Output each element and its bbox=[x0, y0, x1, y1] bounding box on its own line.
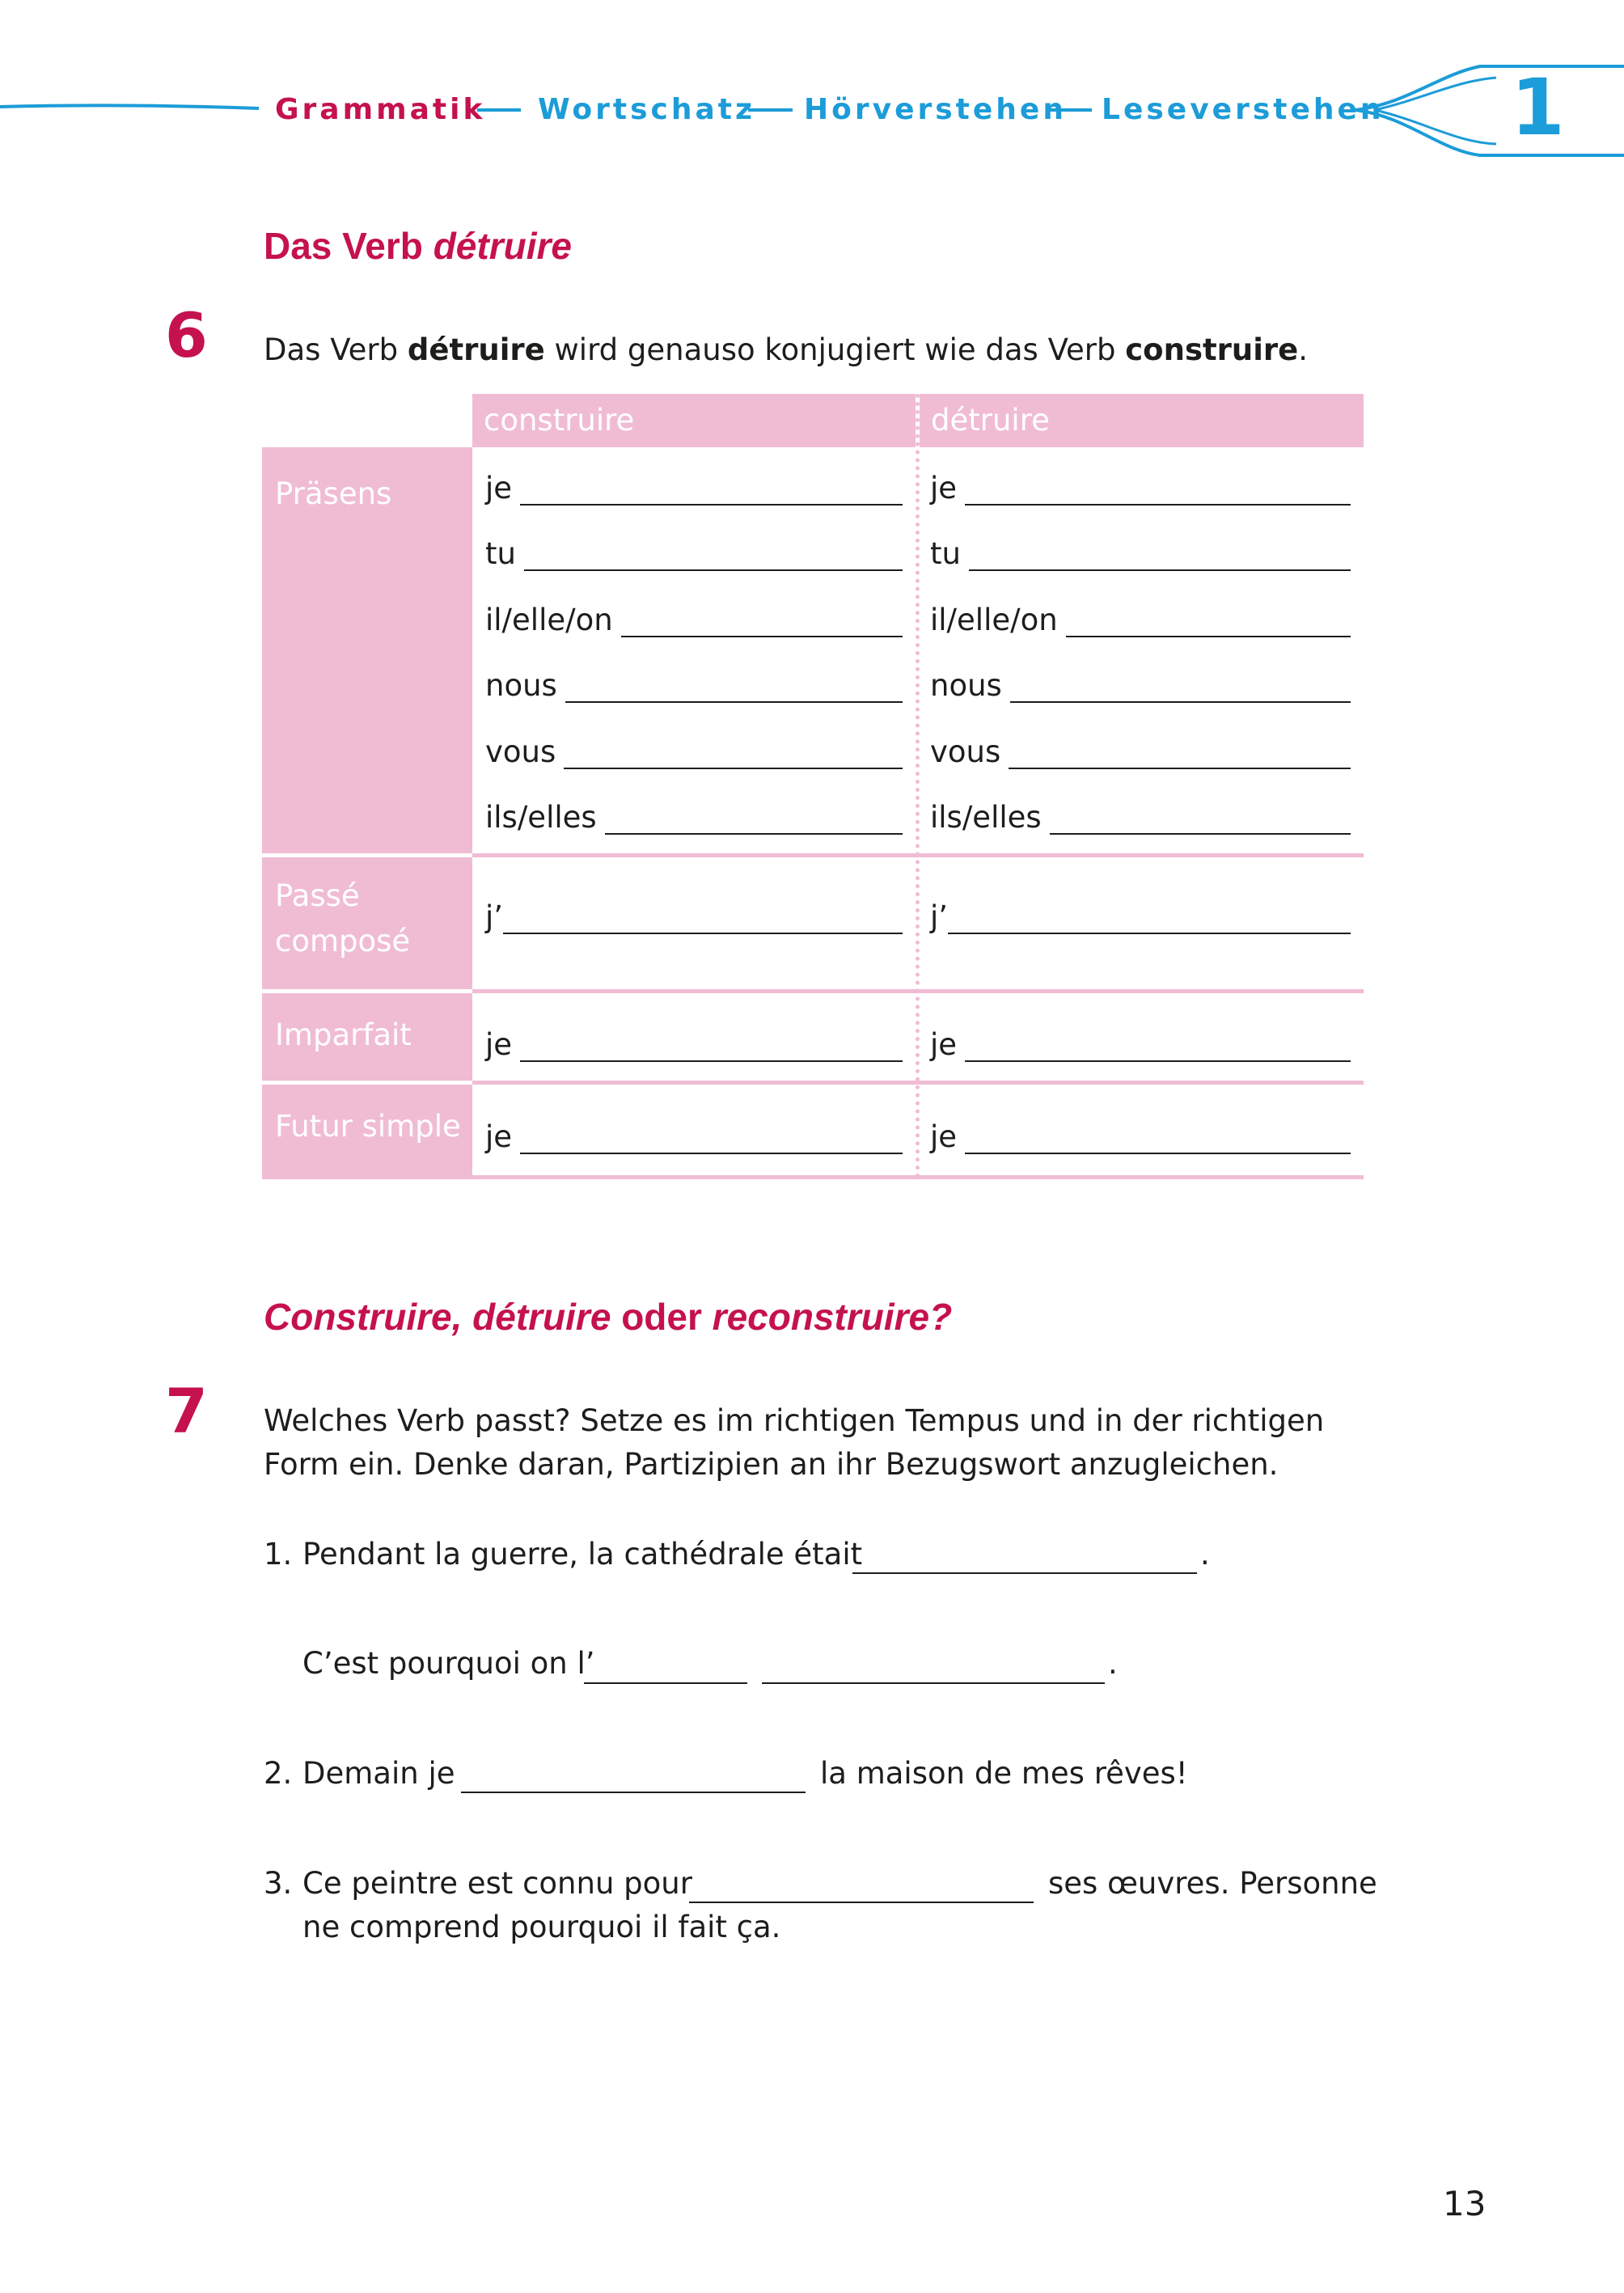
item1b-period: . bbox=[1108, 1646, 1118, 1681]
answer-blank[interactable] bbox=[965, 1030, 1351, 1062]
row-label-text: Präsens bbox=[275, 476, 392, 511]
item3-blank[interactable] bbox=[689, 1902, 1034, 1903]
pronoun-label: je bbox=[930, 1027, 958, 1062]
heading-text: oder bbox=[611, 1296, 713, 1338]
answer-blank[interactable] bbox=[965, 1122, 1351, 1154]
input-construire-imparfait[interactable] bbox=[485, 1023, 903, 1064]
instruction-text: . bbox=[1298, 332, 1309, 367]
heading-verb: détruire bbox=[472, 1296, 611, 1338]
pronoun-label: ils/elles bbox=[930, 800, 1042, 835]
heading-verb: reconstruire bbox=[712, 1296, 930, 1338]
pronoun-label: il/elle/on bbox=[485, 603, 613, 637]
pronoun-label: vous bbox=[930, 734, 1001, 769]
input-detruire-je[interactable] bbox=[930, 467, 1351, 507]
pronoun-label: vous bbox=[485, 734, 556, 769]
answer-blank[interactable] bbox=[565, 671, 903, 703]
pronoun-label: tu bbox=[485, 536, 516, 571]
instruction-text: Das Verb bbox=[264, 332, 408, 367]
exercise7-instruction-line2: Form ein. Denke daran, Partizipien an ihr Bezugswort anzugleichen. bbox=[264, 1447, 1279, 1482]
item3-after: ses œuvres. Personne bbox=[1048, 1866, 1377, 1901]
item2-text: Demain je bbox=[302, 1756, 455, 1791]
answer-blank[interactable] bbox=[503, 902, 903, 934]
input-detruire-futur[interactable] bbox=[930, 1115, 1351, 1156]
input-detruire-il[interactable] bbox=[930, 599, 1351, 639]
nav-grammatik: Grammatik bbox=[275, 93, 486, 126]
chapter-tab-outline bbox=[1355, 66, 1624, 155]
exercise6-instruction bbox=[264, 328, 1308, 372]
input-construire-je[interactable] bbox=[485, 467, 903, 507]
input-detruire-imparfait[interactable] bbox=[930, 1023, 1351, 1064]
nav-wortschatz: Wortschatz bbox=[538, 93, 755, 126]
answer-blank[interactable] bbox=[520, 1122, 903, 1154]
item1b-text: C’est pourquoi on l’ bbox=[302, 1646, 595, 1681]
answer-blank[interactable] bbox=[605, 802, 903, 835]
answer-blank[interactable] bbox=[1010, 671, 1351, 703]
row-label-praesens bbox=[262, 447, 472, 853]
conjugation-table bbox=[262, 394, 1364, 1191]
item3-text: Ce peintre est connu pour bbox=[302, 1866, 692, 1901]
column-header-construire: construire bbox=[472, 394, 916, 447]
answer-blank[interactable] bbox=[520, 473, 903, 506]
pronoun-label: je bbox=[485, 1119, 513, 1154]
input-construire-futur[interactable] bbox=[485, 1115, 903, 1156]
pronoun-label: j’ bbox=[930, 899, 949, 934]
input-construire-passe[interactable] bbox=[485, 895, 903, 936]
pronoun-label: ils/elles bbox=[485, 800, 597, 835]
input-detruire-tu[interactable] bbox=[930, 532, 1351, 573]
input-detruire-passe[interactable] bbox=[930, 895, 1351, 936]
exercise6-number: 6 bbox=[165, 299, 208, 371]
pronoun-label: il/elle/on bbox=[930, 603, 1058, 637]
page-number: 13 bbox=[1443, 2184, 1487, 2223]
item1b-blank-auxiliary[interactable] bbox=[584, 1682, 747, 1684]
exercise7-instruction-line1: Welches Verb passt? Setze es im richtigen Tempus und in der richtigen bbox=[264, 1403, 1325, 1438]
item2-after: la maison de mes rêves! bbox=[820, 1756, 1188, 1791]
input-construire-ils[interactable] bbox=[485, 796, 903, 836]
exercise6-heading-prefix: Das Verb bbox=[264, 225, 433, 267]
column-header-detruire: détruire bbox=[920, 394, 1364, 447]
answer-blank[interactable] bbox=[564, 737, 903, 769]
row-label-text: composé bbox=[275, 924, 411, 958]
pronoun-label: je bbox=[485, 471, 513, 506]
row-label-text: Imparfait bbox=[275, 1017, 412, 1052]
answer-blank[interactable] bbox=[969, 539, 1351, 571]
nav-leseverstehen: Leseverstehen bbox=[1102, 93, 1385, 126]
input-detruire-nous[interactable] bbox=[930, 664, 1351, 704]
heading-text: , bbox=[451, 1296, 473, 1338]
exercise6-heading bbox=[264, 223, 572, 269]
item1b-blank-participle[interactable] bbox=[762, 1682, 1105, 1684]
answer-blank[interactable] bbox=[948, 902, 1351, 934]
row-label-imparfait bbox=[262, 993, 472, 1081]
item1-text: Pendant la guerre, la cathédrale était bbox=[302, 1537, 863, 1572]
input-construire-vous[interactable] bbox=[485, 730, 903, 771]
answer-blank[interactable] bbox=[1066, 605, 1351, 637]
pronoun-label: tu bbox=[930, 536, 961, 571]
row-label-text: Futur simple bbox=[275, 1109, 461, 1144]
item3-number: 3. bbox=[264, 1866, 293, 1901]
pronoun-label: nous bbox=[930, 668, 1002, 703]
row-label-passe-compose bbox=[262, 857, 472, 989]
exercise7-number: 7 bbox=[165, 1375, 208, 1447]
heading-verb: Construire bbox=[264, 1296, 452, 1338]
item1-number: 1. bbox=[264, 1537, 293, 1572]
pronoun-label: j’ bbox=[485, 899, 504, 934]
instruction-text: wird genauso konjugiert wie das Verb bbox=[544, 332, 1126, 367]
answer-blank[interactable] bbox=[1009, 737, 1351, 769]
input-detruire-vous[interactable] bbox=[930, 730, 1351, 771]
item1-blank[interactable] bbox=[852, 1572, 1197, 1574]
header-decoration bbox=[0, 0, 1624, 170]
input-construire-nous[interactable] bbox=[485, 664, 903, 704]
answer-blank[interactable] bbox=[965, 473, 1351, 506]
answer-blank[interactable] bbox=[621, 605, 903, 637]
item2-blank[interactable] bbox=[461, 1792, 806, 1793]
chapter-tab-inner bbox=[1375, 78, 1496, 144]
row-label-futur-simple bbox=[262, 1085, 472, 1178]
input-construire-tu[interactable] bbox=[485, 532, 903, 573]
pronoun-label: je bbox=[930, 1119, 958, 1154]
row-label-text: Passé bbox=[275, 878, 360, 913]
input-detruire-ils[interactable] bbox=[930, 796, 1351, 836]
exercise6-heading-verb: détruire bbox=[433, 225, 572, 267]
column-divider bbox=[916, 394, 920, 1178]
item1-period: . bbox=[1200, 1537, 1210, 1572]
item2-number: 2. bbox=[264, 1756, 293, 1791]
input-construire-il[interactable] bbox=[485, 599, 903, 639]
instruction-verb-detruire: détruire bbox=[407, 332, 545, 367]
item3-line2: ne comprend pourquoi il fait ça. bbox=[302, 1910, 781, 1944]
pronoun-label: je bbox=[930, 471, 958, 506]
answer-blank[interactable] bbox=[1050, 802, 1351, 835]
pronoun-label: nous bbox=[485, 668, 557, 703]
answer-blank[interactable] bbox=[520, 1030, 903, 1062]
answer-blank[interactable] bbox=[524, 539, 903, 571]
pronoun-label: je bbox=[485, 1027, 513, 1062]
nav-hoerverstehen: Hörverstehen bbox=[804, 93, 1067, 126]
heading-text: ? bbox=[929, 1296, 953, 1338]
instruction-verb-construire: construire bbox=[1125, 332, 1299, 367]
header-line-left bbox=[0, 105, 259, 108]
chapter-number: 1 bbox=[1511, 62, 1565, 153]
exercise7-heading bbox=[264, 1294, 952, 1339]
table-bottom-border bbox=[262, 1175, 1364, 1179]
